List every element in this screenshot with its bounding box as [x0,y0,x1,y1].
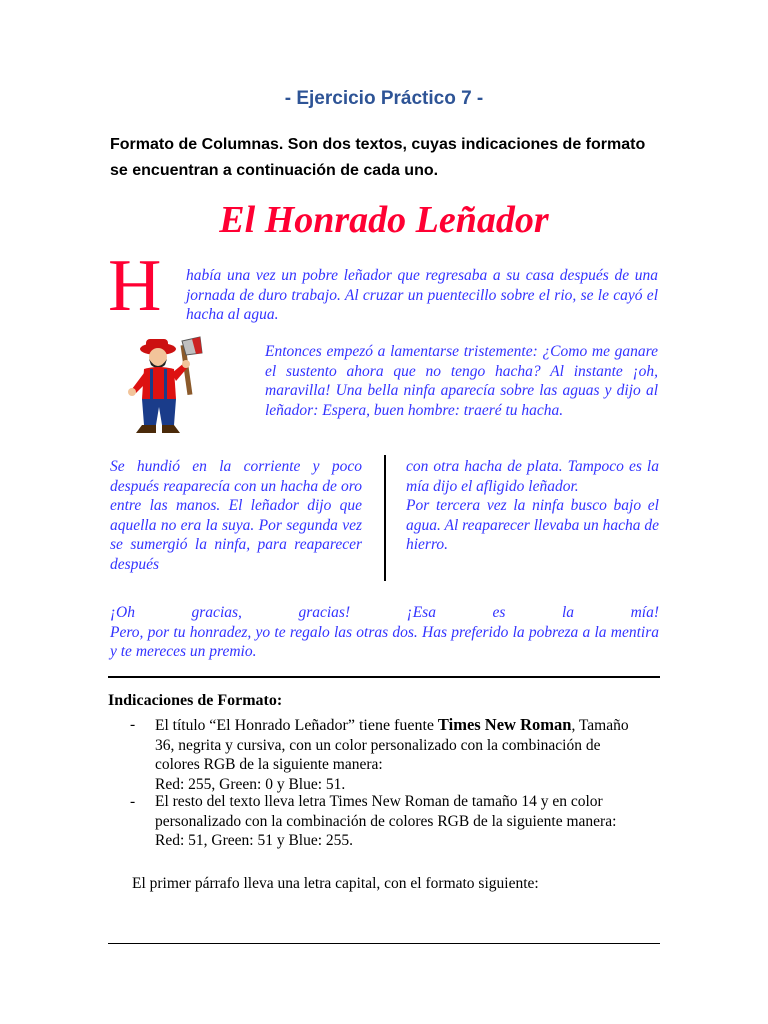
bullet-marker: - [130,793,136,810]
format-item-1 [155,715,645,794]
format-item-1-rgb: Red: 255, Green: 0 y Blue: 51. [155,775,346,793]
lumberjack-clipart [120,333,215,443]
format-item-2-rgb: Red: 51, Green: 51 y Blue: 255. [155,832,354,849]
format-heading: Indicaciones de Formato: [108,692,283,709]
column-divider [384,455,386,581]
footer-rule [108,943,660,944]
format-item-1-rest: , Tamaño 36, negrita y cursiva, con un color personalizado con la combinación de colores RGB de la siguiente manera: [155,717,629,773]
intro-text: Formato de Columnas. Son dos textos, cuyas indicaciones de formato se encuentran a continuación de cada uno. [110,136,646,179]
section-rule [108,676,660,678]
format-item-1-title: “El Honrado Leñador” tiene fuente [209,717,435,734]
story-column-2-part-b: Por tercera vez la ninfa busco bajo el agua. Al reaparecer llevaba un hacha de hierro. [406,497,659,553]
format-last-line: El primer párrafo lleva una letra capital, con el formato siguiente: [132,875,539,892]
format-item-1-lead: El título [155,717,210,734]
exercise-heading: - Ejercicio Práctico 7 - [284,88,484,109]
story-closing [110,603,659,662]
format-item-1-font: Times New Roman [437,715,572,734]
story-closing-line-1: ¡Oh gracias, gracias! ¡Esa es la mía! [110,604,659,621]
drop-cap: H [108,245,162,327]
story-closing-rest: Pero, por tu honradez, yo te regalo las otras dos. Has preferido la pobreza a la mentira y te mereces un premio. [110,623,659,660]
story-paragraph-2: Entonces empezó a lamentarse tristemente: ¿Como me ganare el sustento ahora que no tengo hacha? Al instante ¡oh, maravilla! Una bella ninfa aparecía sobre las aguas y dijo al leñador: Espera, buen hombre: traeré tu hacha. [265,343,658,419]
story-column-2 [406,457,659,555]
story-column-1: Se hundió en la corriente y poco después reaparecía con un hacha de oro entre las manos. El leñador dijo que aquella no era la suya. Por segunda vez se sumergió la ninfa, para reaparecer después [110,458,362,573]
story-column-2-part-a: con otra hacha de plata. Tampoco es la mía dijo el afligido leñador. [406,458,659,495]
story-title: El Honrado Leñador [219,199,549,241]
format-item-2-text: El resto del texto lleva letra Times New Roman de tamaño 14 y en color personalizado con la combinación de colores RGB de la siguiente manera: [155,793,617,830]
story-paragraph-1: había una vez un pobre leñador que regresaba a su casa después de una jornada de duro trabajo. Al cruzar un puentecillo sobre el rio, se le cayó el hacha al agua. [186,267,658,323]
bullet-marker: - [130,716,136,733]
format-item-2 [155,792,645,851]
